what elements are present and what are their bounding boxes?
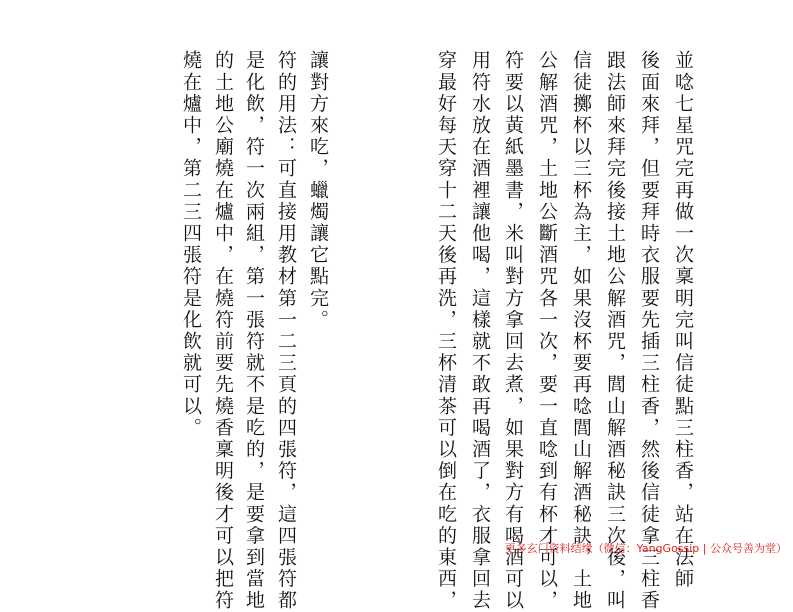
text-column: 是化飲，符一次兩組，第一張符就不是吃的，是要拿到當地 — [243, 50, 265, 612]
text-column: 用符水放在酒裡讓他喝，這樣就不敢再喝酒了，衣服拿回去 — [469, 50, 491, 612]
text-column: 後面來拜，但要拜時衣服要先插三柱香，然後信徒拿三柱香 — [638, 50, 660, 612]
text-column: 穿最好每天穿十二天後再洗，三杯清茶可以倒在吃的東西， — [435, 50, 457, 612]
text-column: 燒在爐中，第二三四張符是化飲就可以。 — [180, 50, 202, 439]
text-column: 符的用法：可直接用教材第一二三頁的四張符，這四張符都 — [275, 50, 297, 612]
footer-watermark: 更多玄门资料结缘（微信：YangGossip | 公众号善为堂） — [504, 542, 787, 555]
text-column: 讓對方來吃，蠟燭讓它點完。 — [307, 50, 329, 331]
text-column: 並唸七星咒完再做一次稟明完叫信徒點三柱香，站在法師 — [672, 50, 694, 590]
text-column: 跟法師來拜完後接土地公解酒咒，閭山解酒秘訣三次後，叫 — [604, 50, 626, 612]
text-column: 符要以黃紙墨書，米叫對方拿回去煮，如果對方有喝酒可以 — [502, 50, 524, 612]
text-column: 公解酒咒，土地公斷酒咒各一次，要一直唸到有杯才可以， — [536, 50, 558, 612]
text-column: 的土地公廟燒在爐中，在燒符前要先燒香稟明後才可以把符 — [212, 50, 234, 612]
text-column: 信徒擲杯以三杯為主，如果沒杯要再唸閭山解酒秘訣，土地 — [570, 50, 592, 612]
